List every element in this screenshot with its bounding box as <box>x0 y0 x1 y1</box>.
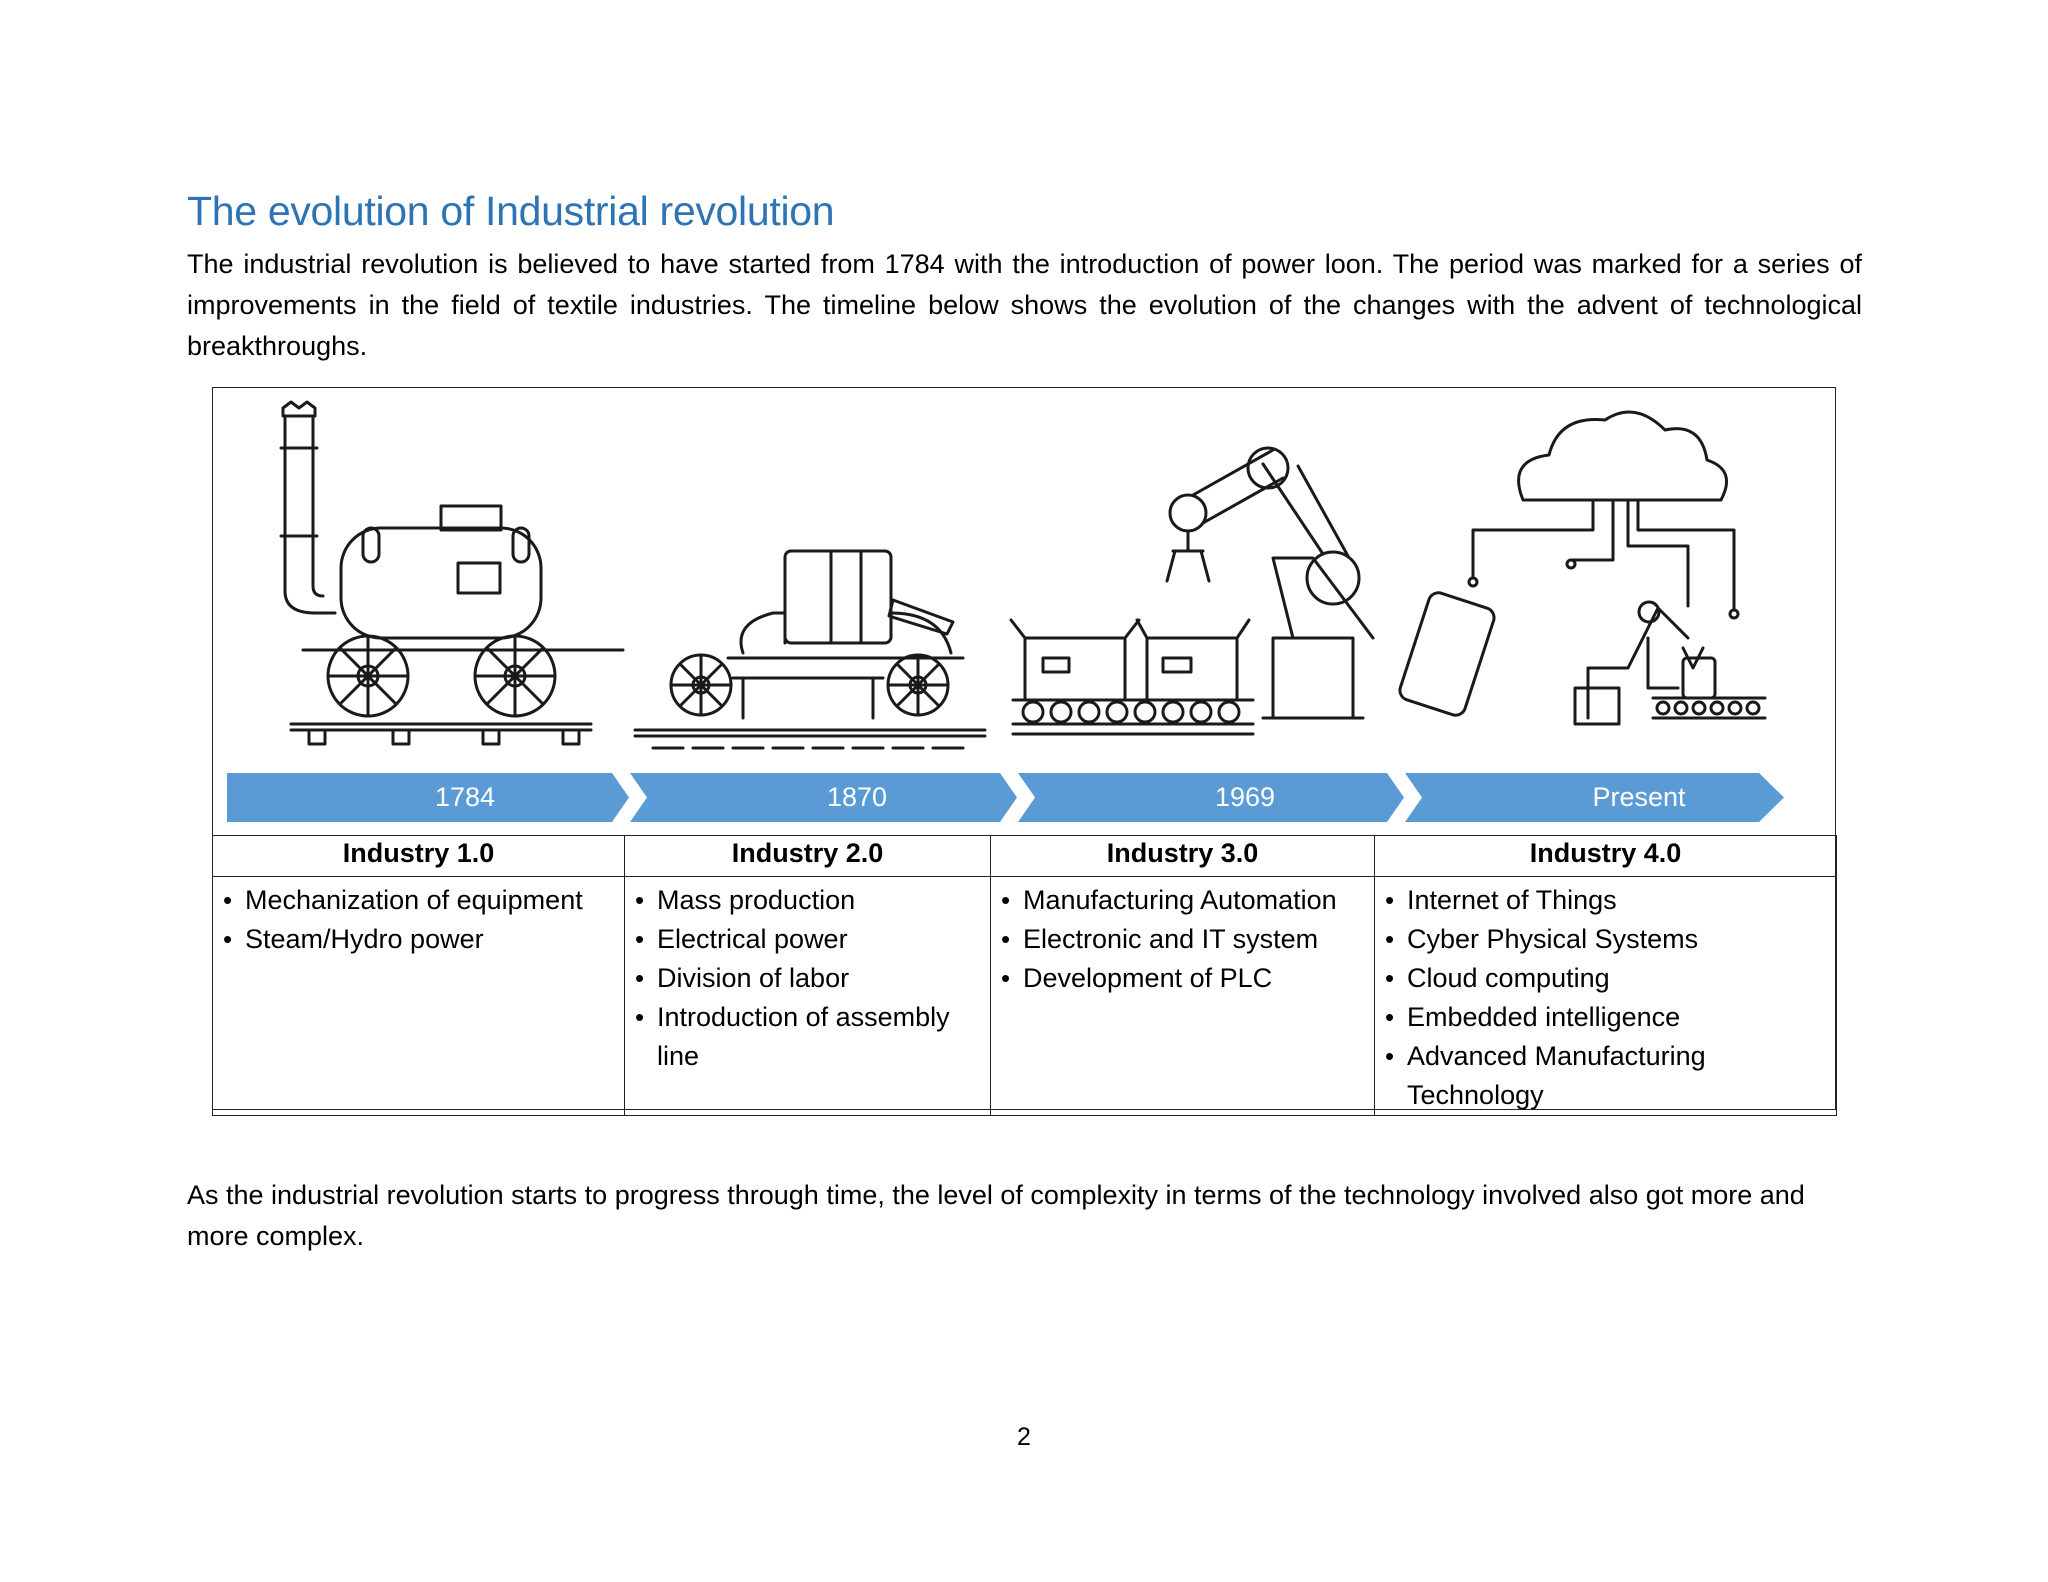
stage-features-cell <box>991 877 1375 1116</box>
list-item: • Electrical power <box>633 920 982 959</box>
intro-paragraph: The industrial revolution is believed to have started from 1784 with the introduction of power loon. The period was marked for a series of improvements in the field of textile industries. The timeline below shows the evolution of the changes with the advent of technological breakthroughs. <box>187 249 1862 361</box>
industrial-timeline-figure <box>212 387 1836 1110</box>
list-item: • Embedded intelligence <box>1383 998 1828 1037</box>
stage-features-cell <box>1375 877 1837 1116</box>
feature-list <box>1383 881 1828 1115</box>
list-item: • Internet of Things <box>1383 881 1828 920</box>
list-item: • Development of PLC <box>999 959 1366 998</box>
robotic-arm-conveyor-icon <box>1011 448 1373 734</box>
timeline-year-1969: 1969 <box>1214 782 1276 812</box>
page-title: The evolution of Industrial revolution <box>187 188 835 234</box>
timeline-year-present: Present <box>1592 782 1686 812</box>
conclusion-paragraph: As the industrial revolution starts to progress through time, the level of complexity in terms of the technology involved also got more and more complex. <box>187 1180 1805 1251</box>
stage-heading: Industry 3.0 <box>991 836 1375 877</box>
list-item: • Division of labor <box>633 959 982 998</box>
table-header-row <box>213 836 1837 877</box>
list-item: • Advanced Manufacturing Technology <box>1383 1037 1828 1115</box>
timeline-year-1784: 1784 <box>434 782 496 812</box>
illustration-strip <box>213 388 1837 836</box>
stage-heading: Industry 2.0 <box>625 836 991 877</box>
list-item: • Electronic and IT system <box>999 920 1366 959</box>
industry-stages-table <box>212 835 1837 1116</box>
list-item: • Steam/Hydro power <box>221 920 616 959</box>
list-item: • Cyber Physical Systems <box>1383 920 1828 959</box>
stage-heading: Industry 1.0 <box>213 836 625 877</box>
stage-features-cell <box>213 877 625 1116</box>
feature-list <box>999 881 1366 998</box>
table-row <box>213 877 1837 1116</box>
timeline-year-1870: 1870 <box>826 782 888 812</box>
feature-list <box>221 881 616 959</box>
page-number: 2 <box>1017 1423 1031 1451</box>
stage-heading: Industry 4.0 <box>1375 836 1837 877</box>
feature-list <box>633 881 982 1076</box>
list-item: • Introduction of assembly line <box>633 998 982 1076</box>
list-item: • Manufacturing Automation <box>999 881 1366 920</box>
list-item: • Mass production <box>633 881 982 920</box>
stage-features-cell <box>625 877 991 1116</box>
list-item: • Mechanization of equipment <box>221 881 616 920</box>
cloud-connected-devices-icon <box>1397 412 1765 724</box>
vintage-car-assembly-icon <box>635 551 985 748</box>
steam-locomotive-icon <box>281 402 623 744</box>
list-item: • Cloud computing <box>1383 959 1828 998</box>
